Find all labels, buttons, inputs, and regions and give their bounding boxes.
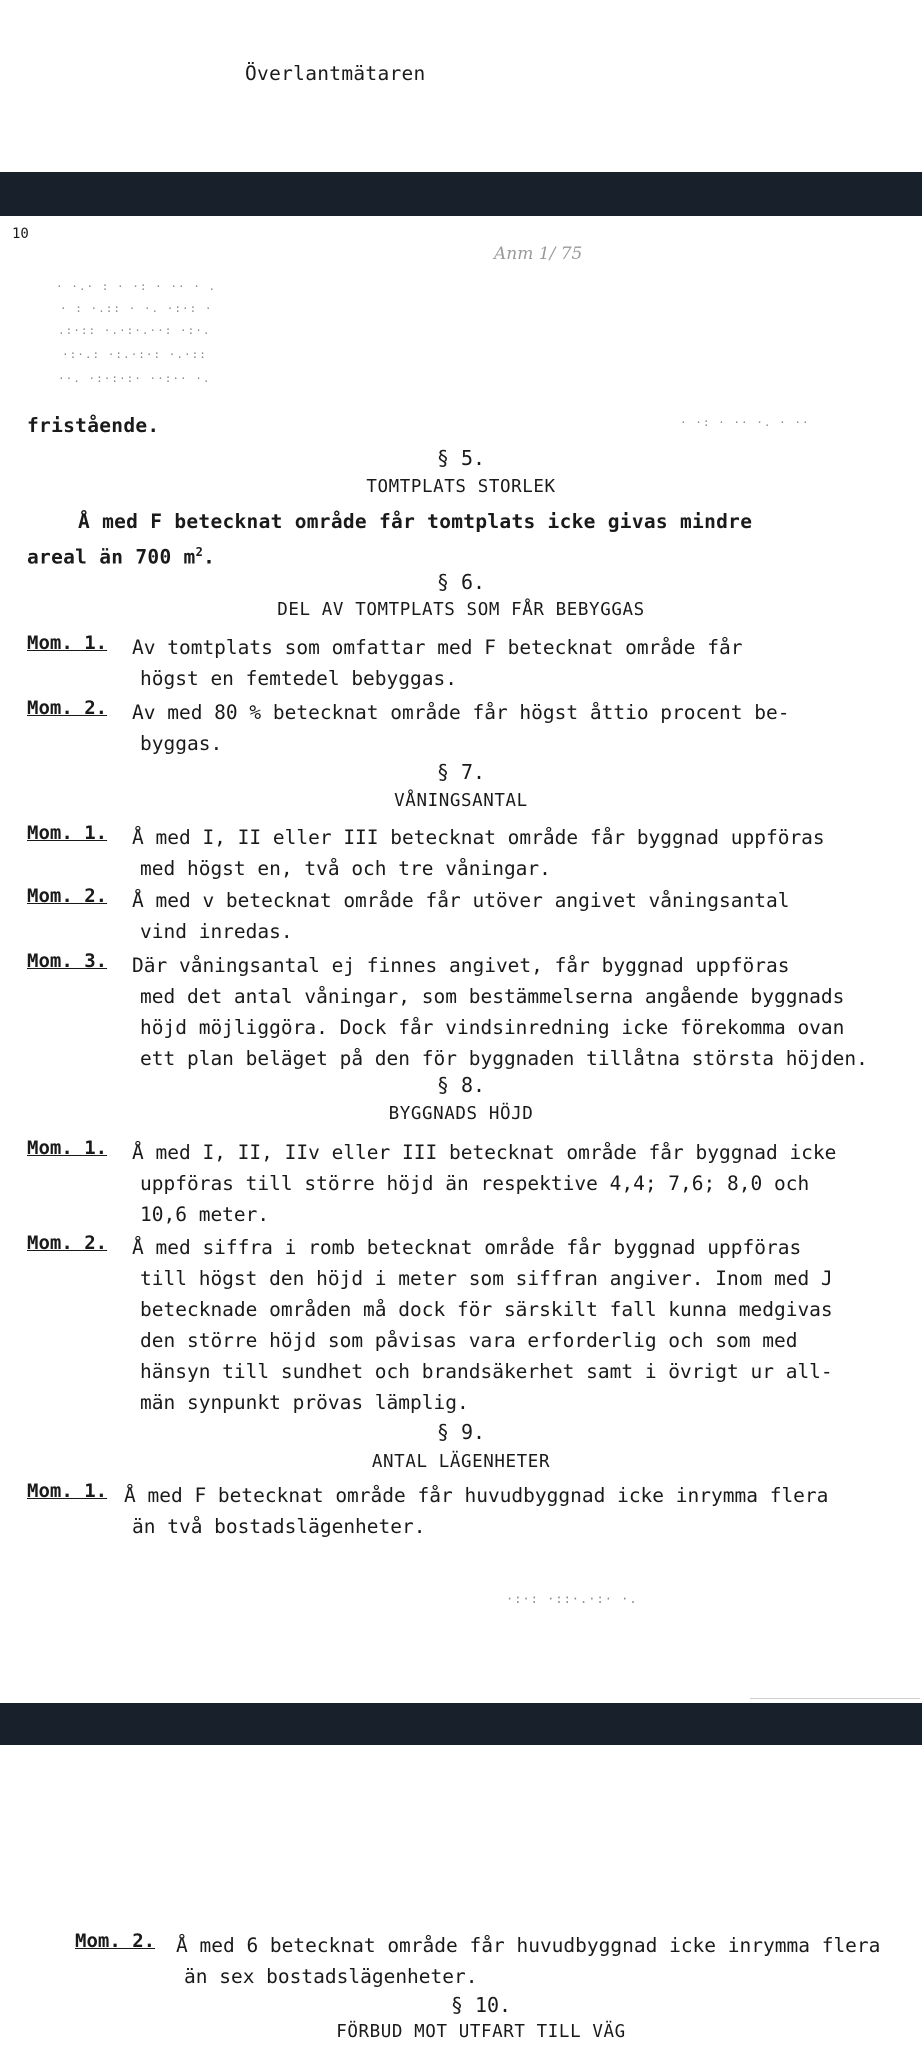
page-bottom-rule bbox=[750, 1698, 920, 1699]
scan-noise: ·:·.: ·:.·:·: ·.·:: bbox=[62, 348, 207, 361]
moment-label: Mom. 1. bbox=[27, 822, 108, 844]
section-number: § 6. bbox=[436, 570, 486, 594]
moment-label: Mom. 2. bbox=[27, 1232, 108, 1254]
moment-text: Å med I, II, IIv eller III betecknat område får byggnad icke uppföras till större höjd än respektive 4,4; 7,6; 8,0 och 10,6 meter. bbox=[132, 1141, 837, 1226]
section-text: Å med F betecknat område får tomtplats icke givas mindre bbox=[78, 510, 753, 533]
section-number: § 10. bbox=[450, 1993, 512, 2017]
top-page-header: Överlantmätaren bbox=[245, 62, 426, 85]
moment-label: Mom. 1. bbox=[27, 1480, 108, 1502]
scan-noise: · : ·.:: · ·. ·:·: · bbox=[60, 302, 213, 315]
section-title: TOMTPLATS STORLEK bbox=[366, 477, 556, 497]
moment-text: Där våningsantal ej finnes angivet, får byggnad uppföras med det antal våningar, som bestämmelserna angående byggnads höjd möjliggöra. Dock får vindsinredning icke förekomma ovan ett plan beläget på den för byggnaden tillåtna största höjden. bbox=[132, 954, 868, 1070]
moment-label: Mom. 1. bbox=[27, 632, 108, 654]
moment-label: Mom. 2. bbox=[27, 697, 108, 719]
scan-noise: ·:·: ·::·.·:· ·. bbox=[506, 1592, 638, 1606]
section-title: FÖRBUD MOT UTFART TILL VÄG bbox=[336, 2022, 626, 2042]
section-title: VÅNINGSANTAL bbox=[394, 791, 528, 811]
moment-text: Å med F betecknat område får huvudbyggnad icke inrymma flera än två bostadslägenheter. bbox=[124, 1484, 829, 1538]
scan-noise: ··. ·:·:·:· ··:·· ·. bbox=[58, 372, 211, 385]
intro-text: fristående. bbox=[27, 414, 160, 437]
scan-noise: .:·:: ·.·:·.··: ·:·. bbox=[58, 324, 211, 337]
moment-label: Mom. 2. bbox=[75, 1930, 156, 1952]
page-separator-top bbox=[0, 172, 922, 216]
moment-text: Å med I, II eller III betecknat område får byggnad uppföras med högst en, två och tre våningar. bbox=[132, 826, 825, 880]
moment-label: Mom. 1. bbox=[27, 1137, 108, 1159]
section-number: § 8. bbox=[436, 1073, 486, 1097]
moment-text: Av tomtplats som omfattar med F betecknat område får högst en femtedel bebyggas. bbox=[132, 636, 743, 690]
moment-text: Å med 6 betecknat område får huvudbyggnad icke inrymma flera än sex bostadslägenheter. bbox=[176, 1934, 881, 1988]
moment-label: Mom. 3. bbox=[27, 950, 108, 972]
section-title: BYGGNADS HÖJD bbox=[388, 1104, 534, 1124]
moment-label: Mom. 2. bbox=[27, 885, 108, 907]
page-number: 10 bbox=[12, 226, 29, 242]
scan-noise: · ·.· : · ·: · ·· · . bbox=[56, 280, 217, 293]
moment-text: Å med siffra i romb betecknat område får byggnad uppföras till högst den höjd i meter som siffran angiver. Inom med J betecknade områden må dock för särskilt fall kunna medgivas den större höjd som påvisas vara erforderlig och som med hänsyn till sundhet och brandsäkerhet samt i övrigt ur all- män synpunkt prövas lämplig. bbox=[132, 1236, 833, 1414]
scan-noise: · ·: · ·· ·. · ·· bbox=[680, 416, 810, 429]
section-number: § 7. bbox=[436, 760, 486, 784]
section-number: § 5. bbox=[436, 446, 486, 470]
section-title: DEL AV TOMTPLATS SOM FÅR BEBYGGAS bbox=[277, 600, 645, 620]
section-title: ANTAL LÄGENHETER bbox=[371, 1452, 551, 1472]
moment-text: Av med 80 % betecknat område får högst åttio procent be- byggas. bbox=[132, 701, 790, 755]
moment-text: Å med v betecknat område får utöver angivet våningsantal vind inredas. bbox=[132, 889, 790, 943]
section-number: § 9. bbox=[436, 1420, 486, 1444]
page-separator-bottom bbox=[0, 1703, 922, 1745]
handwritten-note: Anm 1/ 75 bbox=[494, 244, 583, 264]
section-text: areal än 700 $m^2$. bbox=[27, 545, 216, 569]
